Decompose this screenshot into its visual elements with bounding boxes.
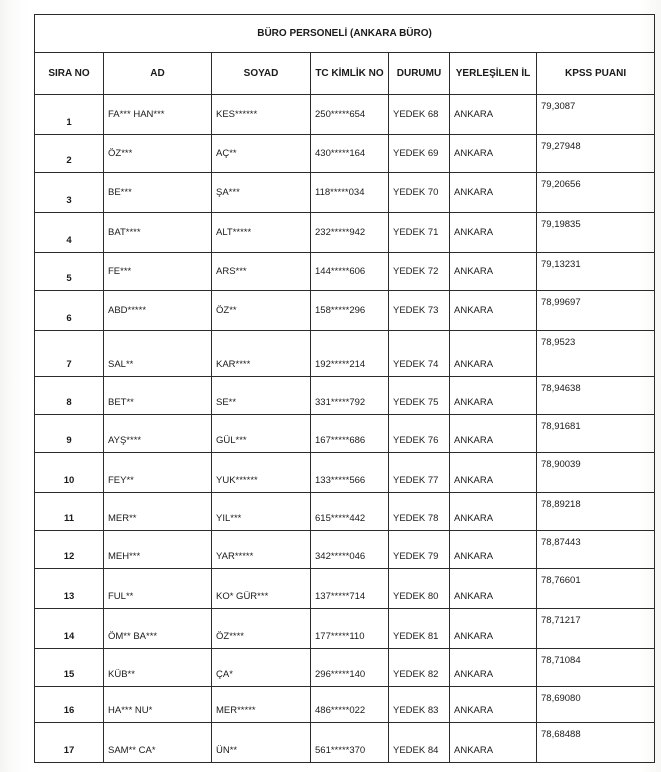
row-ad: BET** [104, 377, 212, 415]
table-row [35, 415, 655, 453]
personnel-table [34, 14, 655, 763]
row-tc-kimlik-no: 158*****296 [311, 291, 389, 331]
row-ad: BE*** [104, 173, 212, 213]
row-tc-kimlik-no: 486*****022 [311, 687, 389, 723]
row-tc-kimlik-no: 133*****566 [311, 453, 389, 493]
row-ad: AYŞ**** [104, 415, 212, 453]
row-soyad: YAR***** [212, 531, 311, 569]
row-ad: ABD***** [104, 291, 212, 331]
row-sira-no: 5 [35, 253, 104, 291]
row-durumu: YEDEK 71 [389, 213, 450, 253]
row-sira-no: 1 [35, 95, 104, 135]
row-ad: ÖM** BA*** [104, 609, 212, 649]
table-row [35, 253, 655, 291]
row-soyad: GÜL*** [212, 415, 311, 453]
row-yerlesilen-il: ANKARA [450, 723, 537, 763]
row-sira-no: 4 [35, 213, 104, 253]
row-durumu: YEDEK 72 [389, 253, 450, 291]
row-soyad: KAR**** [212, 331, 311, 377]
row-durumu: YEDEK 77 [389, 453, 450, 493]
header-tc-kimlik-no: TC KİMLİK NO [311, 53, 389, 95]
row-kpss-puani: 78,68488 [537, 723, 655, 763]
row-yerlesilen-il: ANKARA [450, 95, 537, 135]
table-row [35, 649, 655, 687]
row-kpss-puani: 78,69080 [537, 687, 655, 723]
row-tc-kimlik-no: 342*****046 [311, 531, 389, 569]
row-durumu: YEDEK 84 [389, 723, 450, 763]
table-row [35, 331, 655, 377]
row-ad: FE*** [104, 253, 212, 291]
row-ad: HA*** NU* [104, 687, 212, 723]
header-row [35, 53, 655, 95]
row-yerlesilen-il: ANKARA [450, 609, 537, 649]
row-durumu: YEDEK 74 [389, 331, 450, 377]
row-durumu: YEDEK 78 [389, 493, 450, 531]
row-tc-kimlik-no: 615*****442 [311, 493, 389, 531]
row-ad: MEH*** [104, 531, 212, 569]
row-ad: ÖZ*** [104, 135, 212, 173]
row-sira-no: 14 [35, 609, 104, 649]
row-kpss-puani: 78,9523 [537, 331, 655, 377]
row-durumu: YEDEK 81 [389, 609, 450, 649]
row-soyad: ÜN** [212, 723, 311, 763]
row-yerlesilen-il: ANKARA [450, 291, 537, 331]
row-kpss-puani: 78,90039 [537, 453, 655, 493]
row-durumu: YEDEK 79 [389, 531, 450, 569]
row-ad: KÜB** [104, 649, 212, 687]
row-kpss-puani: 78,76601 [537, 569, 655, 609]
row-tc-kimlik-no: 430*****164 [311, 135, 389, 173]
row-sira-no: 8 [35, 377, 104, 415]
row-sira-no: 9 [35, 415, 104, 453]
row-yerlesilen-il: ANKARA [450, 531, 537, 569]
row-kpss-puani: 78,89218 [537, 493, 655, 531]
row-sira-no: 15 [35, 649, 104, 687]
row-kpss-puani: 79,19835 [537, 213, 655, 253]
row-soyad: ALT***** [212, 213, 311, 253]
row-soyad: ÇA* [212, 649, 311, 687]
row-yerlesilen-il: ANKARA [450, 173, 537, 213]
row-soyad: YUK****** [212, 453, 311, 493]
row-yerlesilen-il: ANKARA [450, 687, 537, 723]
table-row [35, 531, 655, 569]
row-sira-no: 17 [35, 723, 104, 763]
row-durumu: YEDEK 76 [389, 415, 450, 453]
row-yerlesilen-il: ANKARA [450, 377, 537, 415]
row-sira-no: 13 [35, 569, 104, 609]
row-yerlesilen-il: ANKARA [450, 453, 537, 493]
row-kpss-puani: 78,99697 [537, 291, 655, 331]
row-ad: MER** [104, 493, 212, 531]
row-durumu: YEDEK 82 [389, 649, 450, 687]
row-sira-no: 16 [35, 687, 104, 723]
row-sira-no: 11 [35, 493, 104, 531]
table-row [35, 609, 655, 649]
table-row [35, 453, 655, 493]
row-soyad: YIL*** [212, 493, 311, 531]
row-durumu: YEDEK 75 [389, 377, 450, 415]
row-tc-kimlik-no: 232*****942 [311, 213, 389, 253]
row-kpss-puani: 79,13231 [537, 253, 655, 291]
table-row [35, 173, 655, 213]
row-sira-no: 10 [35, 453, 104, 493]
row-tc-kimlik-no: 561*****370 [311, 723, 389, 763]
header-ad: AD [104, 53, 212, 95]
row-kpss-puani: 79,27948 [537, 135, 655, 173]
header-yerlesilen-il: YERLEŞİLEN İL [450, 53, 537, 95]
row-tc-kimlik-no: 296*****140 [311, 649, 389, 687]
row-durumu: YEDEK 80 [389, 569, 450, 609]
header-sira-no: SIRA NO [35, 53, 104, 95]
personnel-table-container [34, 14, 654, 763]
row-ad: FUL** [104, 569, 212, 609]
table-row [35, 135, 655, 173]
table-row [35, 213, 655, 253]
row-yerlesilen-il: ANKARA [450, 253, 537, 291]
row-durumu: YEDEK 69 [389, 135, 450, 173]
row-sira-no: 6 [35, 291, 104, 331]
table-row [35, 377, 655, 415]
table-row [35, 95, 655, 135]
header-soyad: SOYAD [212, 53, 311, 95]
row-kpss-puani: 78,71084 [537, 649, 655, 687]
row-yerlesilen-il: ANKARA [450, 649, 537, 687]
row-kpss-puani: 79,3087 [537, 95, 655, 135]
row-yerlesilen-il: ANKARA [450, 331, 537, 377]
row-durumu: YEDEK 70 [389, 173, 450, 213]
row-kpss-puani: 78,87443 [537, 531, 655, 569]
row-tc-kimlik-no: 331*****792 [311, 377, 389, 415]
row-soyad: AÇ** [212, 135, 311, 173]
row-durumu: YEDEK 83 [389, 687, 450, 723]
row-tc-kimlik-no: 144*****606 [311, 253, 389, 291]
row-yerlesilen-il: ANKARA [450, 213, 537, 253]
header-durumu: DURUMU [389, 53, 450, 95]
table-row [35, 687, 655, 723]
table-row [35, 723, 655, 763]
table-row [35, 291, 655, 331]
table-body [35, 95, 655, 763]
row-sira-no: 2 [35, 135, 104, 173]
row-ad: SAM** CA* [104, 723, 212, 763]
row-durumu: YEDEK 73 [389, 291, 450, 331]
row-soyad: KO* GÜR*** [212, 569, 311, 609]
row-kpss-puani: 78,94638 [537, 377, 655, 415]
table-row [35, 493, 655, 531]
row-tc-kimlik-no: 167*****686 [311, 415, 389, 453]
row-soyad: ÖZ** [212, 291, 311, 331]
row-yerlesilen-il: ANKARA [450, 569, 537, 609]
row-ad: FEY** [104, 453, 212, 493]
row-sira-no: 12 [35, 531, 104, 569]
row-ad: BAT**** [104, 213, 212, 253]
row-tc-kimlik-no: 177*****110 [311, 609, 389, 649]
row-yerlesilen-il: ANKARA [450, 415, 537, 453]
row-tc-kimlik-no: 250*****654 [311, 95, 389, 135]
row-soyad: ARS*** [212, 253, 311, 291]
row-soyad: KES****** [212, 95, 311, 135]
row-tc-kimlik-no: 137*****714 [311, 569, 389, 609]
row-kpss-puani: 79,20656 [537, 173, 655, 213]
row-sira-no: 3 [35, 173, 104, 213]
row-kpss-puani: 78,71217 [537, 609, 655, 649]
row-tc-kimlik-no: 192*****214 [311, 331, 389, 377]
table-title: BÜRO PERSONELİ (ANKARA BÜRO) [35, 15, 655, 53]
table-row [35, 569, 655, 609]
row-ad: SAL** [104, 331, 212, 377]
row-soyad: ÖZ**** [212, 609, 311, 649]
row-soyad: SE** [212, 377, 311, 415]
row-tc-kimlik-no: 118*****034 [311, 173, 389, 213]
row-yerlesilen-il: ANKARA [450, 493, 537, 531]
row-soyad: MER***** [212, 687, 311, 723]
row-soyad: ŞA*** [212, 173, 311, 213]
title-row [35, 15, 655, 53]
row-ad: FA*** HAN*** [104, 95, 212, 135]
row-durumu: YEDEK 68 [389, 95, 450, 135]
row-yerlesilen-il: ANKARA [450, 135, 537, 173]
header-kpss-puani: KPSS PUANI [537, 53, 655, 95]
row-kpss-puani: 78,91681 [537, 415, 655, 453]
row-sira-no: 7 [35, 331, 104, 377]
